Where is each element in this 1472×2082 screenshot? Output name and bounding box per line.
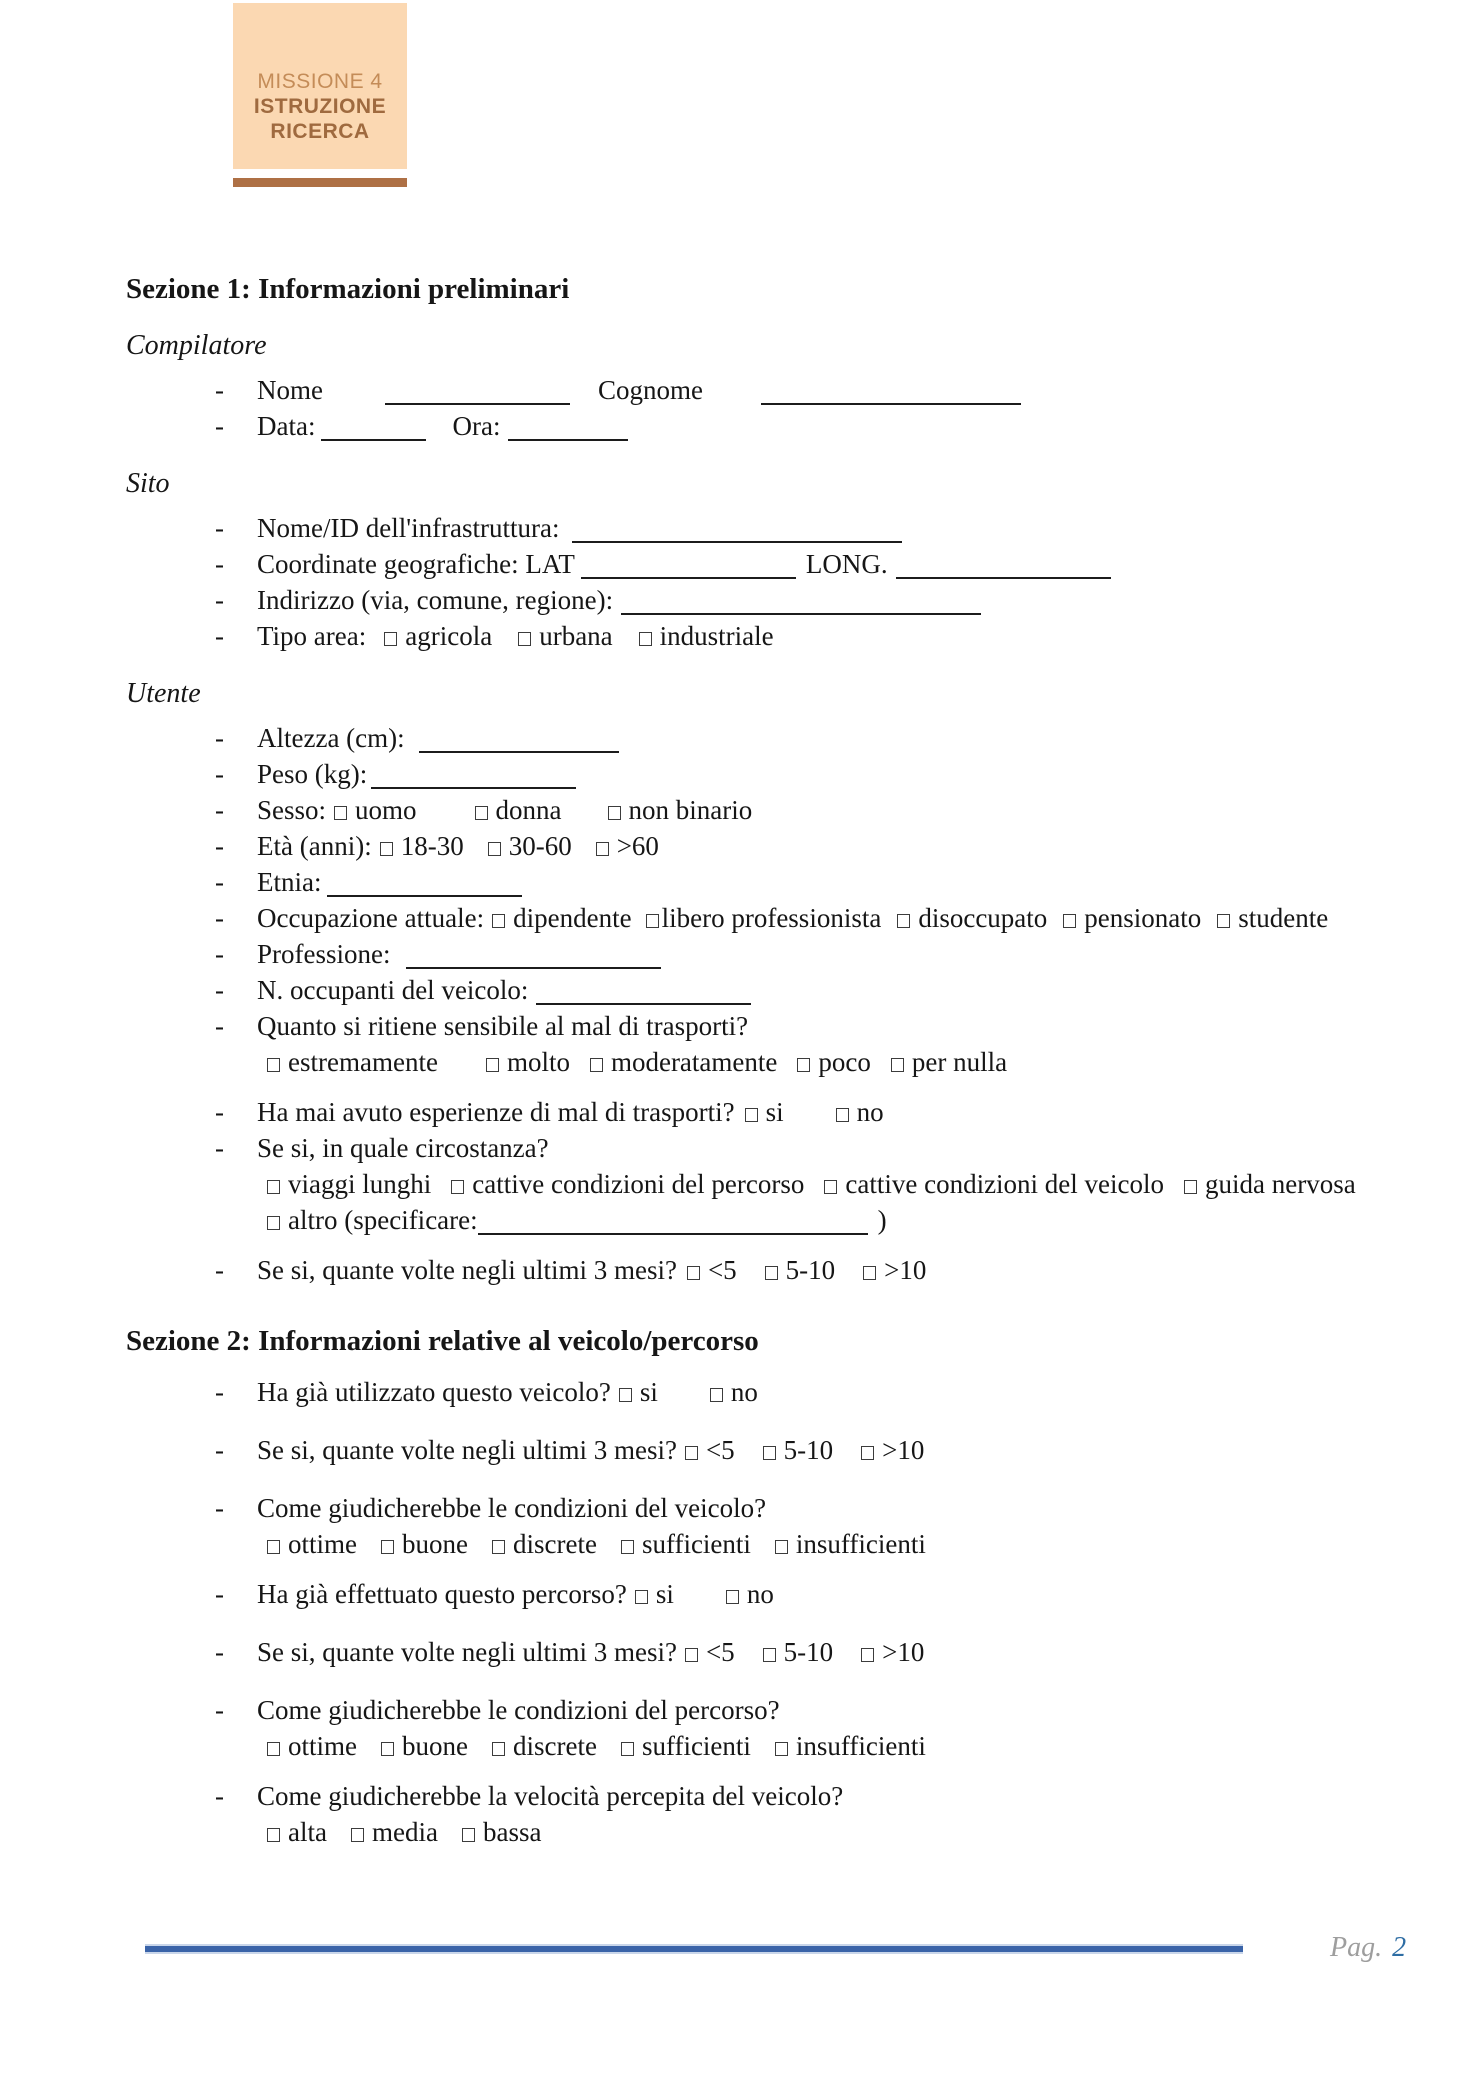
checkbox-label: <5 bbox=[705, 1637, 735, 1667]
checkbox-label: studente bbox=[1238, 903, 1329, 933]
checkbox-label: >10 bbox=[882, 1435, 925, 1465]
form-line bbox=[0, 1778, 1472, 1814]
bullet-dash: - bbox=[215, 831, 224, 861]
checkbox-icon[interactable] bbox=[351, 1828, 364, 1842]
form-text: Se si, in quale circostanza? bbox=[257, 1133, 549, 1163]
checkbox-option-disoccupato[interactable] bbox=[897, 903, 1047, 933]
checkbox-label: discrete bbox=[512, 1529, 597, 1559]
checkbox-label: non binario bbox=[628, 795, 753, 825]
checkbox-icon[interactable] bbox=[897, 914, 910, 928]
group-items bbox=[0, 1374, 1472, 1850]
checkbox-option-pensionato[interactable] bbox=[1063, 903, 1201, 933]
bullet-dash: - bbox=[215, 1377, 224, 1407]
logo-underline-bar bbox=[233, 178, 407, 187]
checkbox-option-10[interactable] bbox=[861, 1435, 924, 1465]
checkbox-icon[interactable] bbox=[861, 1648, 874, 1662]
checkbox-option-si[interactable] bbox=[619, 1377, 658, 1407]
checkbox-label: si bbox=[765, 1097, 784, 1127]
checkbox-option-donna[interactable] bbox=[475, 795, 562, 825]
checkbox-option-18-30[interactable] bbox=[380, 831, 464, 861]
form-text: Come giudicherebbe le condizioni del veicolo? bbox=[257, 1493, 767, 1523]
form-text: Cognome bbox=[597, 375, 703, 405]
checkbox-option-5[interactable] bbox=[685, 1435, 735, 1465]
checkbox-icon[interactable] bbox=[646, 914, 659, 928]
form-text: Ha già utilizzato questo veicolo? bbox=[257, 1377, 611, 1407]
group-items bbox=[0, 372, 1472, 444]
form-line bbox=[0, 900, 1472, 936]
checkbox-label: >60 bbox=[616, 831, 659, 861]
checkbox-option-urbana[interactable] bbox=[518, 621, 612, 651]
fill-in-blank[interactable] bbox=[761, 395, 1021, 405]
checkbox-option-moderatamente[interactable] bbox=[590, 1047, 777, 1077]
form-line bbox=[0, 972, 1472, 1008]
checkbox-icon[interactable] bbox=[745, 1108, 758, 1122]
form-text: Ora: bbox=[452, 411, 501, 441]
checkbox-option-buone[interactable] bbox=[381, 1731, 468, 1761]
form-line bbox=[0, 546, 1472, 582]
form-line bbox=[0, 582, 1472, 618]
checkbox-icon[interactable] bbox=[824, 1180, 837, 1194]
form-text: Indirizzo (via, comune, regione): bbox=[257, 585, 614, 615]
bullet-dash: - bbox=[215, 1255, 224, 1285]
form-line bbox=[0, 756, 1472, 792]
form-text: Quanto si ritiene sensibile al mal di trasporti? bbox=[257, 1011, 749, 1041]
form-line bbox=[0, 1130, 1472, 1166]
form-text: Professione: bbox=[257, 939, 391, 969]
checkbox-icon[interactable] bbox=[687, 1266, 700, 1280]
checkbox-label: libero professionista bbox=[661, 903, 882, 933]
checkbox-icon[interactable] bbox=[488, 842, 501, 856]
logo-missione-line: MISSIONE 4 bbox=[257, 70, 383, 93]
option-row bbox=[0, 1728, 1472, 1764]
checkbox-option-media[interactable] bbox=[351, 1817, 438, 1847]
checkbox-label: 30-60 bbox=[508, 831, 572, 861]
form-line bbox=[0, 792, 1472, 828]
checkbox-icon[interactable] bbox=[381, 1742, 394, 1756]
checkbox-label: bassa bbox=[482, 1817, 542, 1847]
checkbox-option-ottime[interactable] bbox=[267, 1529, 357, 1559]
checkbox-label: buone bbox=[402, 1731, 468, 1761]
form-text: Altezza (cm): bbox=[257, 723, 405, 753]
questionnaire-content bbox=[0, 272, 1472, 1850]
checkbox-label: 18-30 bbox=[400, 831, 464, 861]
bullet-dash: - bbox=[215, 1133, 224, 1163]
checkbox-icon[interactable] bbox=[1184, 1180, 1197, 1194]
checkbox-icon[interactable] bbox=[334, 806, 347, 820]
page-label: Pag. bbox=[1330, 1932, 1383, 1963]
checkbox-label: estremamente bbox=[288, 1047, 438, 1077]
form-line bbox=[0, 1432, 1472, 1468]
checkbox-option-per-nulla[interactable] bbox=[891, 1047, 1007, 1077]
checkbox-icon[interactable] bbox=[775, 1742, 788, 1756]
checkbox-option-no[interactable] bbox=[726, 1579, 774, 1609]
bullet-dash: - bbox=[215, 759, 224, 789]
bullet-dash: - bbox=[215, 411, 224, 441]
group-items bbox=[0, 510, 1472, 654]
checkbox-option-ottime[interactable] bbox=[267, 1731, 357, 1761]
option-row bbox=[0, 1814, 1472, 1850]
footer-rule bbox=[145, 1944, 1243, 1954]
checkbox-option-5-10[interactable] bbox=[765, 1255, 836, 1285]
checkbox-icon[interactable] bbox=[608, 806, 621, 820]
checkbox-label: uomo bbox=[355, 795, 417, 825]
checkbox-icon[interactable] bbox=[621, 1540, 634, 1554]
bullet-dash: - bbox=[215, 585, 224, 615]
checkbox-icon[interactable] bbox=[475, 806, 488, 820]
checkbox-label: 5-10 bbox=[783, 1435, 834, 1465]
form-line bbox=[0, 1374, 1472, 1410]
checkbox-label: altro (specificare: bbox=[288, 1205, 478, 1235]
bullet-dash: - bbox=[215, 549, 224, 579]
checkbox-icon[interactable] bbox=[492, 914, 505, 928]
checkbox-icon[interactable] bbox=[1217, 914, 1230, 928]
form-text: Come giudicherebbe la velocità percepita del veicolo? bbox=[257, 1781, 844, 1811]
checkbox-option-5-10[interactable] bbox=[763, 1435, 834, 1465]
checkbox-icon[interactable] bbox=[267, 1216, 280, 1230]
checkbox-icon[interactable] bbox=[492, 1540, 505, 1554]
checkbox-label: si bbox=[655, 1579, 674, 1609]
checkbox-option-10[interactable] bbox=[861, 1637, 924, 1667]
checkbox-option-guida-nervosa[interactable] bbox=[1184, 1169, 1356, 1199]
checkbox-option-dipendente[interactable] bbox=[492, 903, 631, 933]
checkbox-label: per nulla bbox=[911, 1047, 1008, 1077]
subtitle-compilatore: Compilatore bbox=[126, 330, 267, 361]
page-number: 2 bbox=[1392, 1932, 1407, 1963]
bullet-dash: - bbox=[215, 1097, 224, 1127]
checkbox-icon[interactable] bbox=[639, 632, 652, 646]
form-text: Se si, quante volte negli ultimi 3 mesi? bbox=[257, 1637, 677, 1667]
checkbox-label: dipendente bbox=[513, 903, 632, 933]
checkbox-option-agricola[interactable] bbox=[384, 621, 492, 651]
checkbox-icon[interactable] bbox=[492, 1742, 505, 1756]
checkbox-icon[interactable] bbox=[763, 1648, 776, 1662]
fill-in-blank[interactable] bbox=[572, 533, 902, 543]
checkbox-option-molto[interactable] bbox=[486, 1047, 570, 1077]
form-text: Età (anni): bbox=[257, 831, 372, 861]
checkbox-icon[interactable] bbox=[1063, 914, 1076, 928]
form-line bbox=[0, 1008, 1472, 1044]
checkbox-option-alta[interactable] bbox=[267, 1817, 327, 1847]
bullet-dash: - bbox=[215, 621, 224, 651]
checkbox-icon[interactable] bbox=[797, 1058, 810, 1072]
form-line bbox=[0, 1490, 1472, 1526]
form-text: Ha già effettuato questo percorso? bbox=[257, 1579, 627, 1609]
checkbox-icon[interactable] bbox=[685, 1446, 698, 1460]
checkbox-option-bassa[interactable] bbox=[462, 1817, 541, 1847]
checkbox-option-viaggi-lunghi[interactable] bbox=[267, 1169, 431, 1199]
checkbox-label: ottime bbox=[288, 1529, 357, 1559]
checkbox-label: industriale bbox=[659, 621, 774, 651]
checkbox-label: no bbox=[856, 1097, 884, 1127]
checkbox-icon[interactable] bbox=[891, 1058, 904, 1072]
subtitle-utente: Utente bbox=[126, 678, 201, 709]
fill-in-blank[interactable] bbox=[508, 431, 628, 441]
fill-in-blank[interactable] bbox=[406, 959, 661, 969]
form-text: Se si, quante volte negli ultimi 3 mesi? bbox=[257, 1435, 677, 1465]
form-line bbox=[0, 372, 1472, 408]
checkbox-label: no bbox=[730, 1377, 758, 1407]
form-line bbox=[0, 510, 1472, 546]
option-row bbox=[0, 1202, 1472, 1238]
checkbox-option-cattive-condizioni-del-percorso[interactable] bbox=[451, 1169, 804, 1199]
checkbox-option-industriale[interactable] bbox=[639, 621, 774, 651]
checkbox-label: urbana bbox=[539, 621, 613, 651]
form-text: Occupazione attuale: bbox=[257, 903, 485, 933]
checkbox-icon[interactable] bbox=[590, 1058, 603, 1072]
form-text: Nome/ID dell'infrastruttura: bbox=[257, 513, 560, 543]
checkbox-icon[interactable] bbox=[384, 632, 397, 646]
form-line bbox=[0, 1252, 1472, 1288]
checkbox-label: 5-10 bbox=[783, 1637, 834, 1667]
bullet-dash: - bbox=[215, 903, 224, 933]
bullet-dash: - bbox=[215, 795, 224, 825]
bullet-dash: - bbox=[215, 1011, 224, 1041]
fill-in-blank[interactable] bbox=[419, 743, 619, 753]
checkbox-label: discrete bbox=[512, 1731, 597, 1761]
checkbox-icon[interactable] bbox=[635, 1590, 648, 1604]
fill-in-blank[interactable] bbox=[581, 569, 796, 579]
checkbox-label: moderatamente bbox=[610, 1047, 778, 1077]
checkbox-label: ottime bbox=[288, 1731, 357, 1761]
checkbox-icon[interactable] bbox=[380, 842, 393, 856]
checkbox-label: sufficienti bbox=[641, 1731, 751, 1761]
checkbox-label: poco bbox=[818, 1047, 871, 1077]
checkbox-label: agricola bbox=[405, 621, 493, 651]
form-text: Data: bbox=[257, 411, 316, 441]
fill-in-blank[interactable] bbox=[385, 395, 570, 405]
form-text: Ha mai avuto esperienze di mal di trasporti? bbox=[257, 1097, 735, 1127]
form-text: Come giudicherebbe le condizioni del percorso? bbox=[257, 1695, 780, 1725]
checkbox-option-60[interactable] bbox=[596, 831, 659, 861]
checkbox-icon[interactable] bbox=[267, 1828, 280, 1842]
bullet-dash: - bbox=[215, 1493, 224, 1523]
checkbox-option-5[interactable] bbox=[685, 1637, 735, 1667]
form-text: Coordinate geografiche: LAT bbox=[257, 549, 575, 579]
checkbox-icon[interactable] bbox=[596, 842, 609, 856]
form-line bbox=[0, 618, 1472, 654]
checkbox-icon[interactable] bbox=[486, 1058, 499, 1072]
checkbox-option-no[interactable] bbox=[836, 1097, 884, 1127]
checkbox-icon[interactable] bbox=[267, 1540, 280, 1554]
form-line bbox=[0, 1094, 1472, 1130]
form-line bbox=[0, 828, 1472, 864]
section-2 bbox=[0, 1324, 1472, 1850]
bullet-dash: - bbox=[215, 939, 224, 969]
checkbox-option-discrete[interactable] bbox=[492, 1731, 597, 1761]
checkbox-label: donna bbox=[495, 795, 562, 825]
form-text: Peso (kg): bbox=[257, 759, 368, 789]
section-title: Sezione 2: Informazioni relative al veicolo/percorso bbox=[126, 1325, 759, 1357]
fill-in-blank[interactable] bbox=[536, 995, 751, 1005]
checkbox-icon[interactable] bbox=[267, 1180, 280, 1194]
section-1 bbox=[0, 272, 1472, 1288]
bullet-dash: - bbox=[215, 513, 224, 543]
form-text: Sesso: bbox=[257, 795, 327, 825]
checkbox-icon[interactable] bbox=[765, 1266, 778, 1280]
checkbox-label: sufficienti bbox=[641, 1529, 751, 1559]
checkbox-icon[interactable] bbox=[863, 1266, 876, 1280]
page-number-block bbox=[1330, 1932, 1406, 1964]
form-line bbox=[0, 1692, 1472, 1728]
checkbox-icon[interactable] bbox=[763, 1446, 776, 1460]
logo-ricerca-line: RICERCA bbox=[270, 120, 370, 143]
checkbox-label: cattive condizioni del veicolo bbox=[845, 1169, 1165, 1199]
missione-logo bbox=[233, 3, 407, 169]
form-line bbox=[0, 864, 1472, 900]
bullet-dash: - bbox=[215, 375, 224, 405]
checkbox-option-non-binario[interactable] bbox=[608, 795, 753, 825]
checkbox-option-si[interactable] bbox=[745, 1097, 784, 1127]
checkbox-label: media bbox=[371, 1817, 438, 1847]
checkbox-option-altro-specificare[interactable] bbox=[267, 1205, 478, 1235]
checkbox-label: >10 bbox=[882, 1637, 925, 1667]
checkbox-label: guida nervosa bbox=[1205, 1169, 1356, 1199]
checkbox-label: no bbox=[746, 1579, 774, 1609]
form-text: N. occupanti del veicolo: bbox=[257, 975, 529, 1005]
form-line bbox=[0, 1634, 1472, 1670]
checkbox-icon[interactable] bbox=[685, 1648, 698, 1662]
checkbox-option-5[interactable] bbox=[687, 1255, 737, 1285]
checkbox-icon[interactable] bbox=[726, 1590, 739, 1604]
checkbox-option-sufficienti[interactable] bbox=[621, 1731, 751, 1761]
checkbox-icon[interactable] bbox=[621, 1742, 634, 1756]
bullet-dash: - bbox=[215, 1579, 224, 1609]
fill-in-blank[interactable] bbox=[478, 1225, 868, 1235]
bullet-dash: - bbox=[215, 1435, 224, 1465]
checkbox-label: <5 bbox=[705, 1435, 735, 1465]
form-text: Nome bbox=[257, 375, 323, 405]
option-row bbox=[0, 1044, 1472, 1080]
checkbox-icon[interactable] bbox=[710, 1388, 723, 1402]
checkbox-label: disoccupato bbox=[918, 903, 1048, 933]
fill-in-blank[interactable] bbox=[321, 431, 426, 441]
bullet-dash: - bbox=[215, 1781, 224, 1811]
subtitle-sito: Sito bbox=[126, 468, 170, 499]
form-text: ) bbox=[877, 1205, 887, 1235]
fill-in-blank[interactable] bbox=[896, 569, 1111, 579]
form-text: LONG. bbox=[805, 549, 888, 579]
bullet-dash: - bbox=[215, 1695, 224, 1725]
checkbox-option-discrete[interactable] bbox=[492, 1529, 597, 1559]
checkbox-icon[interactable] bbox=[267, 1742, 280, 1756]
checkbox-option-si[interactable] bbox=[635, 1579, 674, 1609]
checkbox-option-poco[interactable] bbox=[797, 1047, 870, 1077]
checkbox-option-libero-professionista[interactable] bbox=[646, 903, 882, 933]
checkbox-icon[interactable] bbox=[518, 632, 531, 646]
checkbox-icon[interactable] bbox=[267, 1058, 280, 1072]
form-line bbox=[0, 1576, 1472, 1612]
checkbox-label: <5 bbox=[707, 1255, 737, 1285]
checkbox-icon[interactable] bbox=[462, 1828, 475, 1842]
checkbox-label: molto bbox=[506, 1047, 570, 1077]
checkbox-label: cattive condizioni del percorso bbox=[472, 1169, 805, 1199]
checkbox-option-sufficienti[interactable] bbox=[621, 1529, 751, 1559]
checkbox-label: pensionato bbox=[1084, 903, 1202, 933]
checkbox-label: >10 bbox=[884, 1255, 927, 1285]
checkbox-label: insufficienti bbox=[795, 1731, 926, 1761]
checkbox-option-buone[interactable] bbox=[381, 1529, 468, 1559]
group-items bbox=[0, 720, 1472, 1288]
checkbox-option-5-10[interactable] bbox=[763, 1637, 834, 1667]
checkbox-option-30-60[interactable] bbox=[488, 831, 572, 861]
option-row bbox=[0, 1526, 1472, 1562]
form-text: Etnia: bbox=[257, 867, 322, 897]
bullet-dash: - bbox=[215, 867, 224, 897]
checkbox-option-no[interactable] bbox=[710, 1377, 758, 1407]
checkbox-label: viaggi lunghi bbox=[288, 1169, 432, 1199]
checkbox-option-uomo[interactable] bbox=[334, 795, 417, 825]
checkbox-icon[interactable] bbox=[861, 1446, 874, 1460]
logo-istruzione-line: ISTRUZIONE bbox=[253, 95, 387, 118]
checkbox-option-cattive-condizioni-del-veicolo[interactable] bbox=[824, 1169, 1164, 1199]
checkbox-icon[interactable] bbox=[451, 1180, 464, 1194]
fill-in-blank[interactable] bbox=[371, 779, 576, 789]
checkbox-label: si bbox=[639, 1377, 658, 1407]
checkbox-icon[interactable] bbox=[381, 1540, 394, 1554]
checkbox-option-insufficienti[interactable] bbox=[775, 1529, 926, 1559]
form-line bbox=[0, 720, 1472, 756]
checkbox-option-estremamente[interactable] bbox=[267, 1047, 438, 1077]
checkbox-label: buone bbox=[402, 1529, 468, 1559]
checkbox-icon[interactable] bbox=[775, 1540, 788, 1554]
option-row bbox=[0, 1166, 1472, 1202]
checkbox-icon[interactable] bbox=[836, 1108, 849, 1122]
bullet-dash: - bbox=[215, 1637, 224, 1667]
checkbox-option-insufficienti[interactable] bbox=[775, 1731, 926, 1761]
form-line bbox=[0, 408, 1472, 444]
form-text: Tipo area: bbox=[257, 621, 367, 651]
checkbox-label: 5-10 bbox=[785, 1255, 836, 1285]
form-text: Se si, quante volte negli ultimi 3 mesi? bbox=[257, 1255, 677, 1285]
checkbox-option-studente[interactable] bbox=[1217, 903, 1328, 933]
fill-in-blank[interactable] bbox=[327, 887, 522, 897]
checkbox-option-10[interactable] bbox=[863, 1255, 926, 1285]
form-line bbox=[0, 936, 1472, 972]
checkbox-icon[interactable] bbox=[619, 1388, 632, 1402]
bullet-dash: - bbox=[215, 723, 224, 753]
section-title: Sezione 1: Informazioni preliminari bbox=[126, 273, 570, 305]
checkbox-label: alta bbox=[288, 1817, 327, 1847]
bullet-dash: - bbox=[215, 975, 224, 1005]
checkbox-label: insufficienti bbox=[795, 1529, 926, 1559]
fill-in-blank[interactable] bbox=[621, 605, 981, 615]
